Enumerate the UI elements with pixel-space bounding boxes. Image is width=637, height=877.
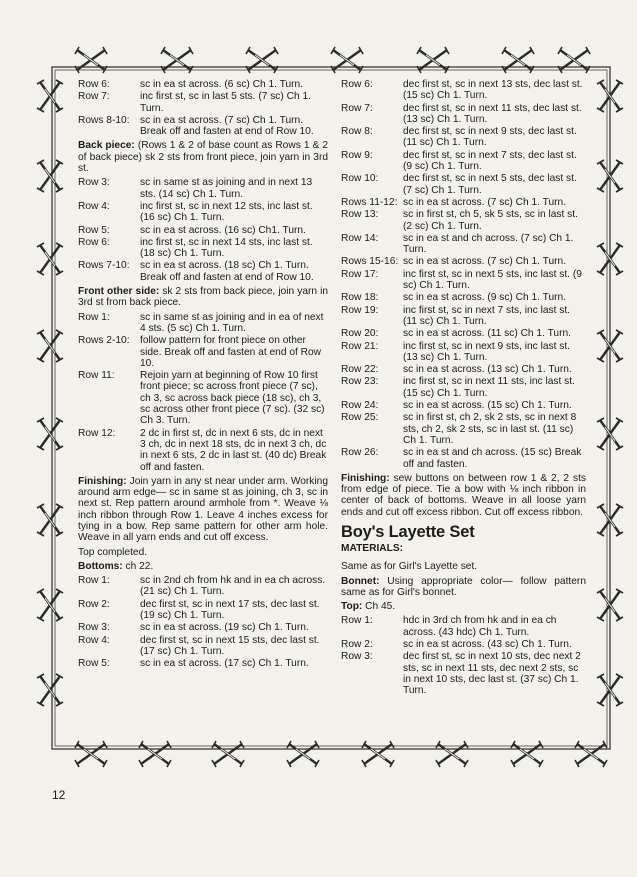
row-label: Row 18:	[341, 292, 379, 304]
back-piece-heading: Back piece:	[78, 140, 135, 152]
row-label: Row 24:	[341, 400, 379, 412]
pattern-row	[341, 103, 586, 126]
pattern-row	[341, 209, 586, 232]
row-list-b	[78, 177, 328, 283]
row-label: Row 2:	[341, 639, 373, 651]
row-text: sc in ea st across. (13 sc) Ch 1. Turn.	[403, 364, 572, 376]
pattern-row	[78, 201, 328, 224]
row-list-c	[78, 312, 328, 473]
row-text: sc in ea st across. (11 sc) Ch 1. Turn.	[403, 328, 571, 340]
pattern-row	[78, 237, 328, 260]
pattern-row	[78, 622, 328, 633]
materials-heading: MATERIALS:	[341, 542, 404, 554]
row-label: Row 12:	[78, 427, 116, 439]
row-text: dec first st, sc in next 5 sts, dec last st. (7 sc) Ch 1. Turn.	[403, 173, 577, 196]
top-paragraph	[341, 601, 586, 612]
pattern-row	[341, 150, 586, 173]
pattern-row	[78, 575, 328, 598]
pattern-row	[78, 312, 328, 335]
bottoms-finishing-paragraph	[341, 473, 586, 518]
row-label: Row 4:	[78, 634, 110, 646]
bonnet-text: Using appropriate color— follow pattern same as for Girl's bonnet.	[341, 575, 586, 598]
section-title: Boy's Layette Set	[341, 522, 475, 541]
top-completed-note: Top completed.	[78, 546, 148, 558]
pattern-row	[341, 126, 586, 149]
row-text: follow pattern for front piece on other side. Break off and fasten at end of Row 10.	[140, 335, 322, 369]
border-knots-left	[37, 80, 63, 706]
pattern-row	[78, 635, 328, 658]
row-text: sc in ea st across. (15 sc) Ch 1. Turn.	[403, 400, 572, 412]
row-label: Rows 8-10:	[78, 114, 130, 126]
pattern-row	[341, 615, 586, 638]
row-text: dec first st, sc in next 9 sts, dec last st. (11 sc) Ch 1. Turn.	[403, 126, 577, 149]
pattern-row	[78, 260, 328, 283]
row-label: Row 4:	[78, 200, 110, 212]
pattern-row	[78, 370, 328, 426]
finishing-text: Join yarn in any st near under arm. Working around arm edge— sc in same st as joining, ch 3, sc in next st. Rep pattern around armhole from *. Weave ⅛ inch ribbon through Row 1. Leave 4 inches excess for tying in a bow. Rep same pattern for other arm hole. Weave in all yarn ends and cut off excess.	[78, 475, 328, 544]
row-label: Row 6:	[78, 79, 110, 90]
row-label: Rows 7-10:	[78, 260, 130, 272]
left-column	[78, 79, 328, 671]
back-piece-paragraph	[78, 140, 328, 174]
row-label: Row 17:	[341, 268, 379, 280]
row-text: sc in ea st across. (43 sc) Ch 1. Turn.	[403, 639, 572, 651]
border-knots-bottom	[75, 741, 607, 767]
pattern-row	[78, 658, 328, 669]
pattern-row	[341, 328, 586, 339]
row-label: Row 1:	[78, 311, 110, 323]
row-label: Row 14:	[341, 232, 379, 244]
row-text: dec first st, sc in next 17 sts, dec last st. (19 sc) Ch 1. Turn.	[140, 598, 320, 622]
row-label: Row 10:	[341, 173, 379, 185]
row-text: inc first st, sc in last 5 sts. (7 sc) Ch 1. Turn.	[140, 91, 311, 114]
row-list-d	[78, 575, 328, 669]
row-text: inc first st, sc in next 14 sts, inc last st. (18 sc) Ch 1. Turn.	[140, 236, 313, 260]
row-text: sc in same st as joining and in ea of next 4 sts. (5 sc) Ch 1. Turn.	[140, 311, 324, 334]
row-text: Rejoin yarn at beginning of Row 10 first front piece; sc across front piece (7 sc), ch 3, sc across back piece (18 sc), ch 3, sc across other front piece (7 sc). (32 sc) Ch 3. Turn.	[140, 370, 325, 427]
row-label: Row 19:	[341, 304, 379, 316]
row-label: Rows 11-12:	[341, 196, 398, 208]
front-other-side-text: sk 2 sts from back piece, join yarn in 3rd st from back piece.	[78, 286, 329, 309]
back-piece-text: (Rows 1 & 2 of base count as Rows 1 & 2 of back piece) sk 2 sts from front piece, join yarn in 3rd st.	[78, 140, 328, 175]
row-label: Rows 15-16:	[341, 256, 399, 268]
row-label: Row 26:	[341, 447, 379, 459]
row-label: Row 9:	[341, 149, 373, 161]
pattern-row	[341, 269, 586, 292]
row-label: Row 22:	[341, 364, 379, 376]
pattern-row	[78, 79, 328, 90]
pattern-row	[341, 651, 586, 696]
top-heading: Top:	[341, 601, 363, 613]
pattern-row	[341, 364, 586, 375]
row-text: inc first st, sc in next 7 sts, inc last st. (11 sc) Ch 1. Turn.	[403, 304, 571, 327]
row-text: sc in ea st and ch across. (15 sc) Break off and fasten.	[403, 447, 582, 470]
row-text: inc first st, sc in next 9 sts, inc last st. (13 sc) Ch 1. Turn.	[403, 340, 571, 363]
row-label: Row 13:	[341, 209, 379, 221]
pattern-row	[341, 447, 586, 470]
row-list-f	[341, 615, 586, 696]
pattern-row	[341, 256, 586, 267]
finishing-heading: Finishing:	[341, 472, 390, 484]
page-number: 12	[52, 788, 66, 802]
row-text: sc in first st, ch 5, sk 5 sts, sc in last st. (2 sc) Ch 1. Turn.	[403, 209, 578, 232]
pattern-row	[78, 115, 328, 138]
pattern-row	[341, 79, 586, 102]
row-text: sc in ea st across. (7 sc) Ch 1. Turn.	[403, 256, 567, 268]
finishing-text: sew buttons on between row 1 & 2, 2 sts from edge of piece. Tie a bow with ⅛ inch ribbon in center of back of bottoms. Weave in all loose yarn ends and cut off excess ribbon. Cut off excess ribbon.	[341, 472, 586, 518]
row-text: inc first st, sc in next 5 sts, inc last st. (9 sc) Ch 1. Turn.	[403, 268, 582, 292]
row-text: dec first st, sc in next 11 sts, dec last st. (13 sc) Ch 1. Turn.	[403, 102, 582, 125]
row-label: Row 6:	[78, 236, 110, 248]
row-text: dec first st, sc in next 10 sts, dec next 2 sts, sc in next 11 sts, dec next 2 sts, sc in next 10 sts, dec last st. (37 sc) Ch 1. Turn.	[403, 651, 581, 697]
row-label: Row 21:	[341, 340, 379, 352]
row-text: sc in ea st across. (6 sc) Ch 1. Turn.	[140, 79, 304, 90]
pattern-row	[341, 341, 586, 364]
row-text: sc in ea st across. (7 sc) Ch 1. Turn.	[403, 196, 567, 208]
pattern-row	[341, 639, 586, 650]
bottoms-heading: Bottoms:	[78, 560, 123, 572]
pattern-row	[341, 305, 586, 328]
row-label: Row 11:	[78, 370, 115, 382]
row-label: Row 3:	[341, 651, 373, 663]
row-label: Row 5:	[78, 224, 110, 236]
row-text: sc in ea st across. (7 sc) Ch 1. Turn. Break off and fasten at end of Row 10.	[140, 114, 314, 138]
bottoms-text: ch 22.	[122, 560, 154, 572]
row-list-a	[78, 79, 328, 137]
row-list-e	[341, 79, 586, 470]
row-label: Rows 2-10:	[78, 335, 130, 347]
row-text: sc in first st, ch 2, sk 2 sts, sc in next 8 sts, ch 2, sk 2 sts, sc in last st. (11 sc) Ch 1. Turn.	[403, 412, 577, 446]
front-other-side-heading: Front other side:	[78, 286, 160, 298]
row-text: sc in ea st across. (17 sc) Ch 1. Turn.	[140, 658, 309, 670]
pattern-row	[341, 292, 586, 303]
pattern-row	[78, 91, 328, 114]
row-text: sc in 2nd ch from hk and in ea ch across. (21 sc) Ch 1. Turn.	[140, 575, 326, 598]
border-knots-top	[75, 47, 590, 73]
row-label: Row 7:	[341, 102, 373, 114]
pattern-row	[341, 400, 586, 411]
pattern-row	[78, 225, 328, 236]
pattern-row	[78, 335, 328, 369]
row-text: sc in ea st and ch across. (7 sc) Ch 1. Turn.	[403, 232, 574, 256]
row-label: Row 5:	[78, 658, 110, 670]
row-label: Row 1:	[78, 575, 110, 587]
row-text: dec first st, sc in next 7 sts, dec last st. (9 sc) Ch 1. Turn.	[403, 149, 577, 173]
bottoms-paragraph	[78, 561, 328, 572]
finishing-paragraph	[78, 476, 328, 544]
finishing-heading: Finishing:	[78, 475, 127, 487]
pattern-row	[78, 428, 328, 473]
row-text: dec first st, sc in next 15 sts, dec last st. (17 sc) Ch 1. Turn.	[140, 634, 320, 657]
row-label: Row 20:	[341, 328, 379, 340]
row-label: Row 8:	[341, 126, 373, 138]
row-label: Row 2:	[78, 598, 110, 610]
row-text: dec first st, sc in next 13 sts, dec last st. (15 sc) Ch 1. Turn.	[403, 79, 583, 102]
right-column	[341, 79, 586, 698]
bonnet-paragraph	[341, 576, 586, 599]
row-text: sc in ea st across. (18 sc) Ch 1. Turn. Break off and fasten at end of Row 10.	[140, 260, 314, 283]
row-label: Row 25:	[341, 412, 379, 424]
row-label: Row 3:	[78, 622, 110, 634]
row-text: sc in ea st across. (16 sc) Ch1. Turn.	[140, 224, 306, 236]
row-label: Row 7:	[78, 91, 110, 103]
pattern-row	[341, 233, 586, 256]
row-label: Row 23:	[341, 376, 379, 388]
row-text: sc in ea st across. (19 sc) Ch 1. Turn.	[140, 622, 309, 634]
pattern-row	[341, 376, 586, 399]
front-other-side-paragraph	[78, 286, 328, 309]
row-label: Row 3:	[78, 177, 110, 189]
row-text: sc in same st as joining and in next 13 sts. (14 sc) Ch 1. Turn.	[140, 177, 313, 200]
pattern-row	[341, 412, 586, 446]
row-label: Row 1:	[341, 615, 373, 627]
pattern-row	[341, 173, 586, 196]
pattern-row	[78, 177, 328, 200]
bonnet-heading: Bonnet:	[341, 575, 380, 587]
row-text: inc first st, sc in next 11 sts, inc last st. (15 sc) Ch 1. Turn.	[403, 376, 575, 399]
row-label: Row 6:	[341, 79, 373, 90]
row-text: 2 dc in first st, dc in next 6 sts, dc in next 3 ch, dc in next 18 sts, dc in next 3 ch, dc in next 6 sts, 2 dc in last st. (40 dc) Break off and fasten.	[140, 427, 327, 473]
row-text: inc first st, sc in next 12 sts, inc last st. (16 sc) Ch 1. Turn.	[140, 200, 313, 224]
materials-text: Same as for Girl's Layette set.	[341, 561, 478, 573]
pattern-row	[341, 197, 586, 208]
pattern-row	[78, 599, 328, 622]
row-text: sc in ea st across. (9 sc) Ch 1. Turn.	[403, 292, 567, 304]
row-text: hdc in 3rd ch from hk and in ea ch across. (43 hdc) Ch 1. Turn.	[403, 615, 557, 638]
top-text: Ch 45.	[362, 601, 396, 613]
